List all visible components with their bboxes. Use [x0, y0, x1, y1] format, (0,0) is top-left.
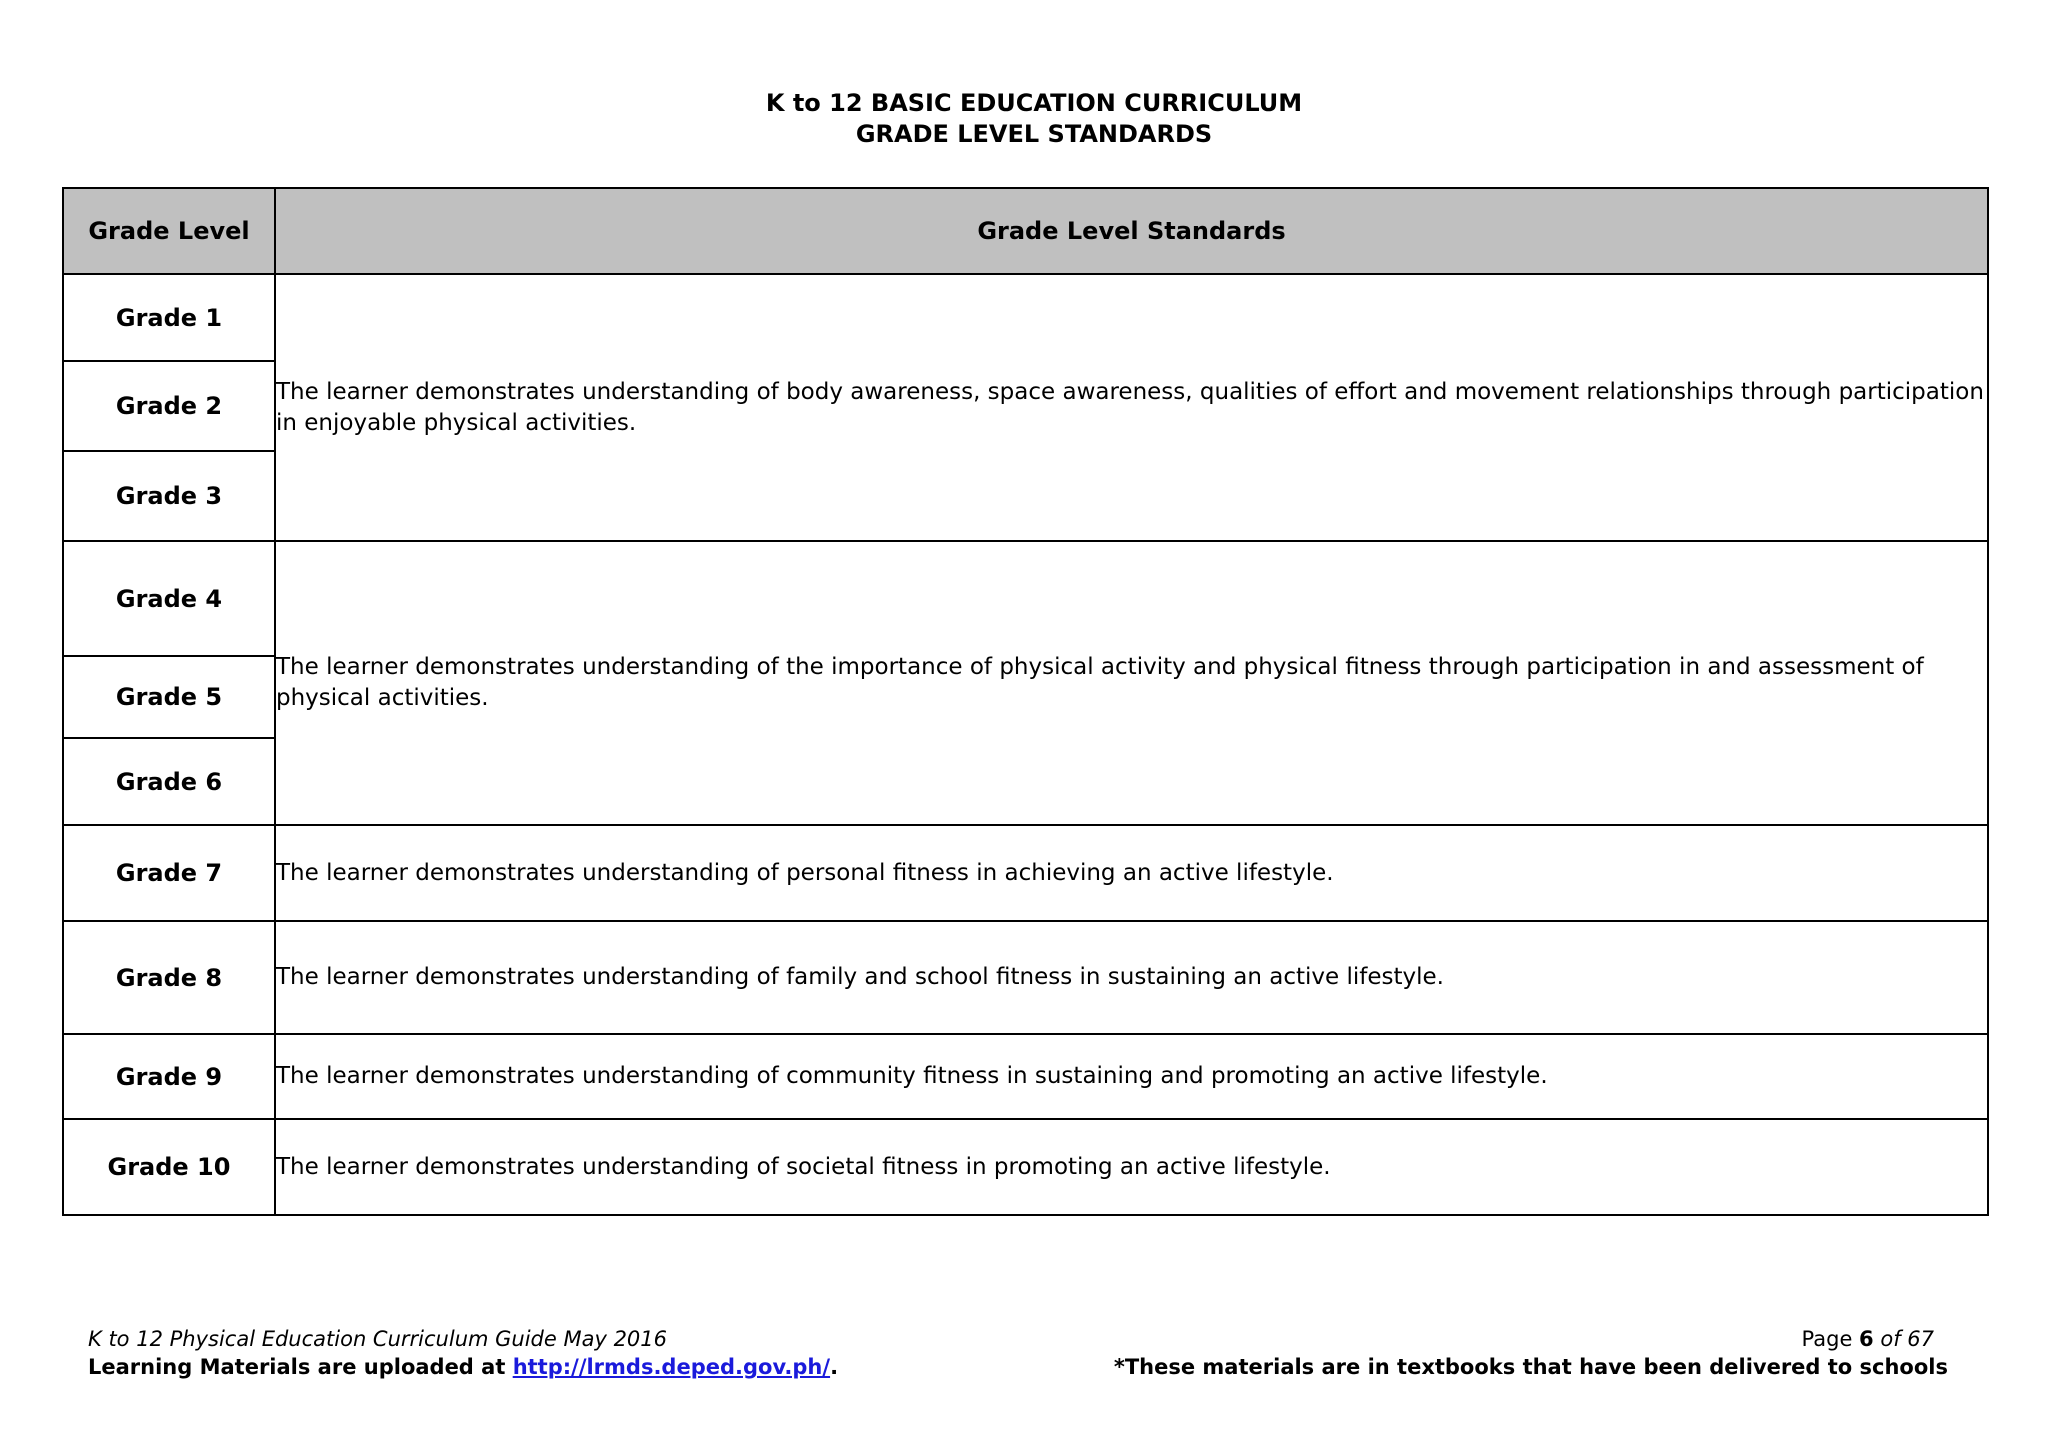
title-line-1: K to 12 BASIC EDUCATION CURRICULUM [765, 89, 1303, 117]
standard-cell-grade-8: The learner demonstrates understanding of family and school fitness in sustaining an active lifestyle. [275, 921, 1988, 1034]
standard-cell-grade-7: The learner demonstrates understanding of personal fitness in achieving an active lifestyle. [275, 825, 1988, 921]
table-row [63, 274, 1988, 361]
page-label: Page [1801, 1327, 1860, 1351]
grade-cell: Grade 8 [63, 921, 275, 1034]
grade-cell: Grade 5 [63, 656, 275, 738]
standard-cell-grade-9: The learner demonstrates understanding of community fitness in sustaining and promoting an active lifestyle. [275, 1034, 1988, 1119]
grade-cell: Grade 2 [63, 361, 275, 451]
textbook-note: *These materials are in textbooks that have been delivered to schools [1113, 1355, 1948, 1379]
upload-notice [88, 1353, 838, 1381]
table-row [63, 921, 1988, 1034]
page-current: 6 [1859, 1327, 1874, 1351]
grade-cell: Grade 3 [63, 451, 275, 541]
grade-level-standards-table [62, 187, 1989, 1216]
upload-notice-period: . [830, 1355, 839, 1379]
grade-cell: Grade 1 [63, 274, 275, 361]
standard-cell-grade-10: The learner demonstrates understanding of societal fitness in promoting an active lifestyle. [275, 1119, 1988, 1215]
title-line-2: GRADE LEVEL STANDARDS [855, 120, 1213, 148]
page-number [1114, 1325, 1948, 1353]
grade-cell: Grade 10 [63, 1119, 275, 1215]
table-row [63, 1034, 1988, 1119]
footer-right [1114, 1325, 1948, 1381]
grade-cell: Grade 6 [63, 738, 275, 825]
standard-cell-grades-4-6: The learner demonstrates understanding of the importance of physical activity and physical fitness through participation in and assessment of physical activities. [275, 541, 1988, 825]
grade-cell: Grade 4 [63, 541, 275, 656]
column-header-standards: Grade Level Standards [275, 188, 1988, 274]
table-header-row [63, 188, 1988, 274]
grade-cell: Grade 7 [63, 825, 275, 921]
page-total: of 67 [1873, 1327, 1934, 1351]
lrmds-link[interactable]: http://lrmds.deped.gov.ph/ [512, 1355, 831, 1379]
column-header-grade-level: Grade Level [63, 188, 275, 274]
document-title [0, 88, 2048, 150]
table-row [63, 1119, 1988, 1215]
footer-left [88, 1325, 838, 1381]
table-row [63, 541, 1988, 656]
curriculum-guide-label: K to 12 Physical Education Curriculum Guide May 2016 [88, 1327, 668, 1351]
grade-cell: Grade 9 [63, 1034, 275, 1119]
table-row [63, 825, 1988, 921]
standard-cell-grades-1-3: The learner demonstrates understanding of body awareness, space awareness, qualities of effort and movement relationships through participation in enjoyable physical activities. [275, 274, 1988, 541]
upload-notice-text: Learning Materials are uploaded at [88, 1355, 513, 1379]
